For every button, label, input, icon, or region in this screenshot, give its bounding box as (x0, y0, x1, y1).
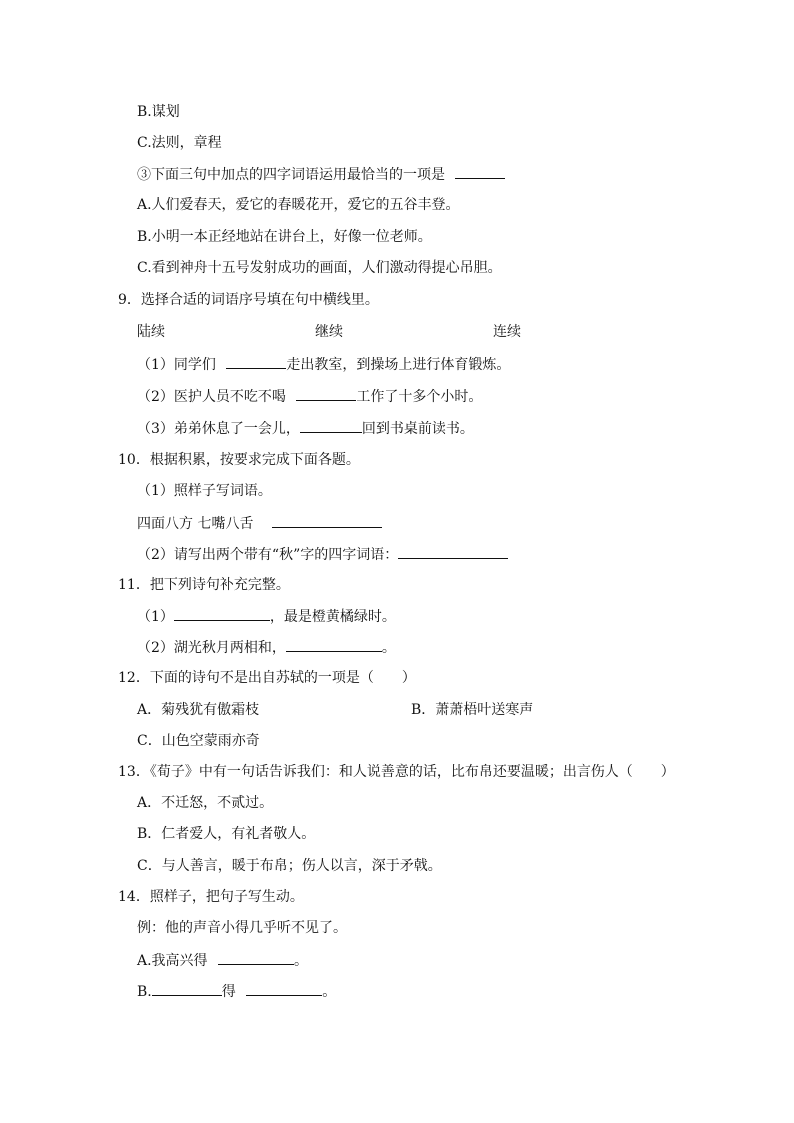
answer-blank[interactable] (296, 386, 356, 401)
q9-sentence-3 (137, 418, 474, 439)
q11-l1-pre: （1） (137, 609, 174, 625)
q13-stem: 13．《荀子》中有一句话告诉我们：和人说善意的话，比布帛还要温暖；出言伤人（ ） (118, 764, 675, 780)
q11-line-2 (137, 637, 396, 658)
q8-sub3-option-c: C.看到神舟十五号发射成功的画面，人们激动得提心吊胆。 (137, 260, 502, 276)
q13-option-a[interactable]: A．不迁怒，不贰过。 (137, 795, 274, 811)
q11-line-1 (137, 606, 396, 627)
q8-sub3-option-b: B.小明一本正经地站在讲台上，好像一位老师。 (137, 229, 432, 245)
q8-option-c: C.法则，章程 (137, 135, 222, 151)
answer-blank[interactable] (226, 354, 286, 369)
q12-option-b[interactable]: B．萧萧梧叶送寒声 (411, 702, 534, 718)
answer-blank[interactable] (455, 164, 505, 179)
q14-stem: 14．照样子，把句子写生动。 (118, 889, 304, 905)
q11-l1-post: ，最是橙黄橘绿时。 (269, 609, 396, 625)
answer-blank[interactable] (272, 513, 382, 528)
q9-s3-pre: （3）弟弟休息了一会儿， (137, 421, 300, 437)
q8-sub3-text: ③下面三句中加点的四字词语运用最恰当的一项是 (137, 167, 445, 183)
q11-stem: 11．把下列诗句补充完整。 (118, 577, 290, 593)
q14-b-mid: 得 (221, 984, 236, 1000)
q14-a-post: 。 (294, 953, 309, 969)
q12-option-c[interactable]: C．山色空蒙雨亦奇 (137, 733, 260, 749)
q9-word-1: 陆续 (137, 324, 165, 340)
q8-sub3-option-a: A.人们爱春天，爱它的春暖花开，爱它的五谷丰登。 (137, 197, 460, 213)
answer-blank[interactable] (152, 981, 222, 996)
q10-example-row (137, 513, 382, 534)
q9-s2-pre: （2）医护人员不吃不喝 (137, 389, 286, 405)
answer-blank[interactable] (174, 606, 270, 621)
q14-line-b (137, 981, 336, 1002)
q12-option-a[interactable]: A．菊残犹有傲霜枝 (137, 702, 260, 718)
answer-blank[interactable] (398, 544, 508, 559)
answer-blank[interactable] (246, 981, 322, 996)
q14-b-pre: B. (137, 984, 152, 1000)
q8-sub3-stem (137, 164, 505, 185)
q9-s1-post: 走出教室，到操场上进行体育锻炼。 (286, 357, 511, 373)
q9-word-3: 连续 (493, 324, 521, 340)
q8-option-b: B.谋划 (137, 104, 180, 120)
q9-sentence-1 (137, 354, 510, 375)
q14-a-pre: A.我高兴得 (137, 953, 208, 969)
q13-option-b[interactable]: B．仁者爱人，有礼者敬人。 (137, 826, 316, 842)
q9-stem: 9．选择合适的词语序号填在句中横线里。 (118, 292, 379, 308)
q10-stem: 10．根据积累，按要求完成下面各题。 (118, 452, 360, 468)
q14-example: 例：他的声音小得几乎听不见了。 (137, 920, 347, 936)
q10-p2-text: （2）请写出两个带有“秋”字的四字词语： (137, 547, 399, 563)
q10-part-2 (137, 544, 508, 565)
answer-blank[interactable] (286, 637, 382, 652)
q10-example: 四面八方 七嘴八舌 (137, 516, 254, 532)
q9-s2-post: 工作了十多个小时。 (356, 389, 483, 405)
answer-blank[interactable] (218, 950, 294, 965)
q13-option-c[interactable]: C．与人善言，暖于布帛；伤人以言，深于矛戟。 (137, 858, 442, 874)
q14-b-post: 。 (322, 984, 337, 1000)
q9-word-2: 继续 (315, 324, 343, 340)
q9-sentence-2 (137, 386, 482, 407)
answer-blank[interactable] (300, 418, 362, 433)
q14-line-a (137, 950, 308, 971)
q9-s1-pre: （1）同学们 (137, 357, 216, 373)
q11-l2-pre: （2）湖光秋月两相和， (137, 640, 286, 656)
q12-stem: 12．下面的诗句不是出自苏轼的一项是（ ） (118, 670, 416, 686)
q9-s3-post: 回到书桌前读书。 (361, 421, 474, 437)
q11-l2-post: 。 (381, 640, 396, 656)
q10-part-1: （1）照样子写词语。 (137, 483, 272, 499)
